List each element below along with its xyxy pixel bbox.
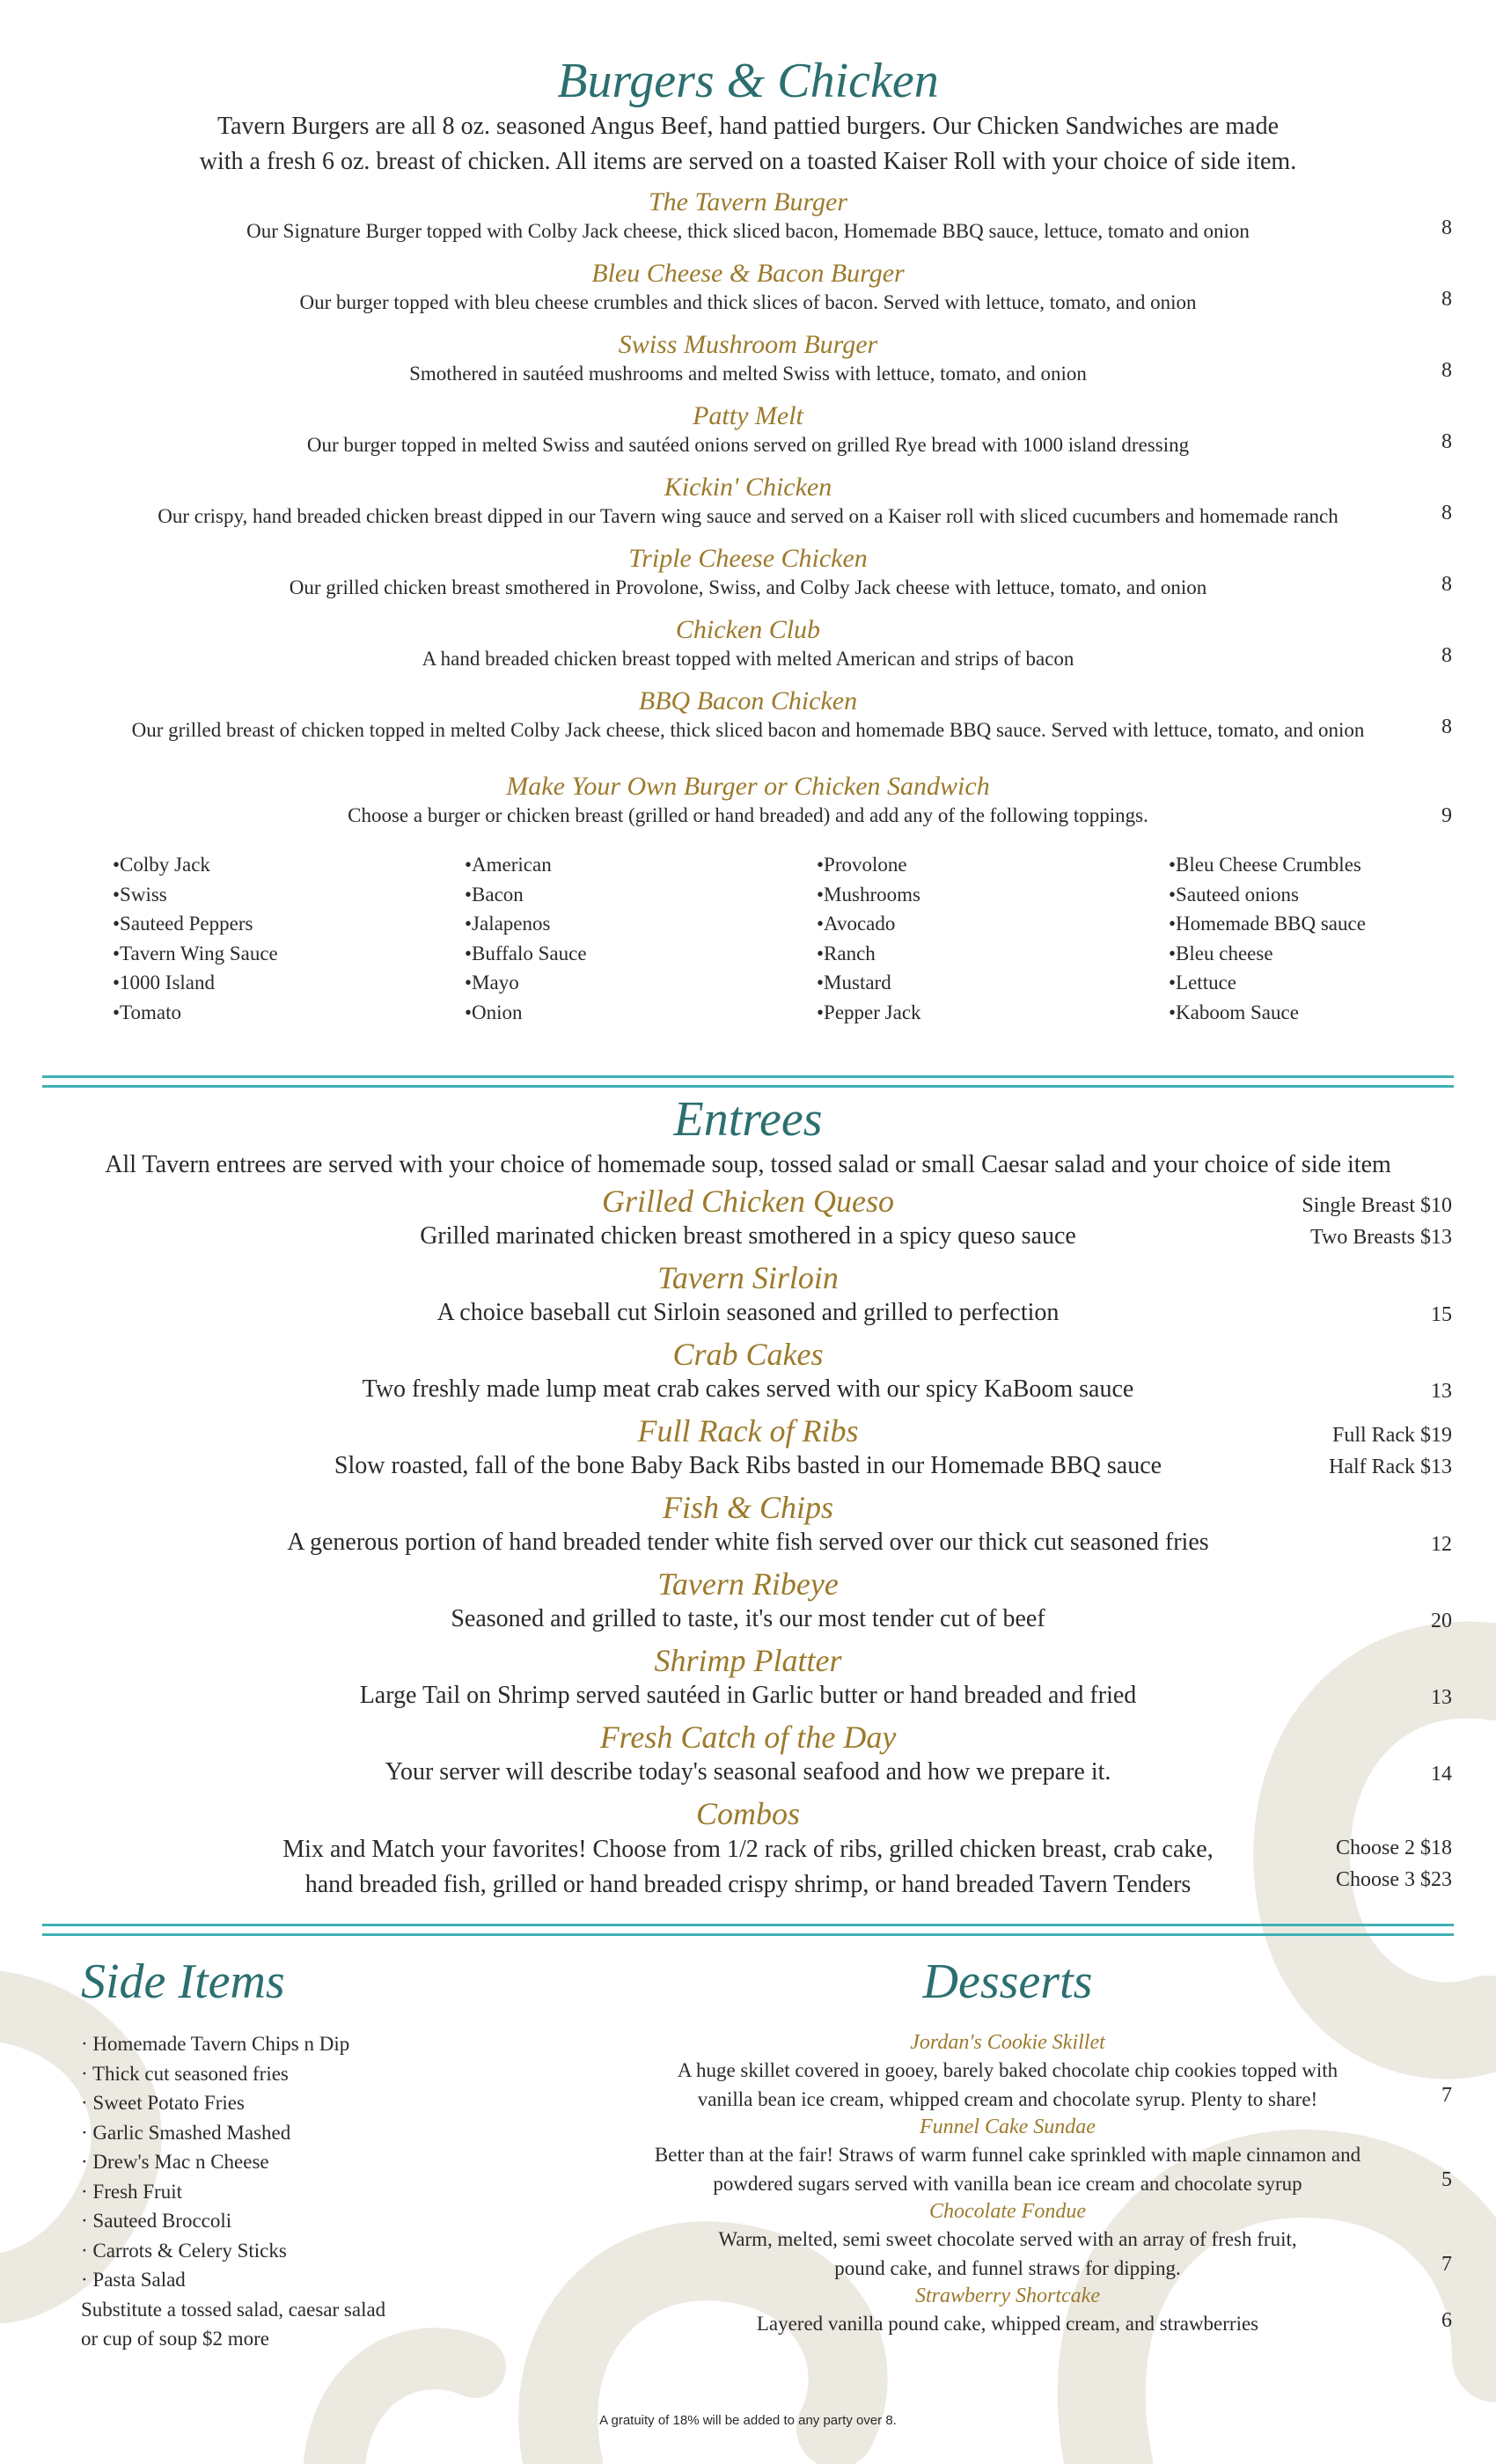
entrees-section (0, 1091, 1496, 1898)
topping-item: •Homemade BBQ sauce (1169, 913, 1366, 935)
item-name: Kickin' Chicken (664, 473, 832, 502)
item-description: Our grilled breast of chicken topped in melted Colby Jack cheese, thick sliced bacon and homemade BBQ sauce. Served with lettuce, tomato, and onion (131, 719, 1365, 741)
item-description: Our crispy, hand breaded chicken breast dipped in our Tavern wing sauce and served on a Kaiser roll with sliced cucumbers and homemade ranch (158, 505, 1338, 527)
price-option: Full Rack $19 (1332, 1424, 1452, 1447)
description-line: powdered sugars served with vanilla bean ice cream and chocolate syrup (713, 2173, 1302, 2195)
topping-item: •Mayo (465, 972, 519, 994)
side-item: · Homemade Tavern Chips n Dip (81, 2033, 350, 2055)
topping-item: •Bacon (465, 883, 524, 906)
item-name: Tavern Ribeye (657, 1566, 839, 1602)
substitute-note (81, 2295, 574, 2354)
toppings-column (113, 850, 465, 1027)
item-description: Your server will describe today's seasonal seafood and how we prepare it. (385, 1758, 1111, 1786)
menu-item (0, 1719, 1496, 1795)
burgers-intro-line: with a fresh 6 oz. breast of chicken. All items are served on a toasted Kaiser Roll with your choice of side item. (199, 148, 1297, 175)
item-price (1302, 1190, 1452, 1253)
section-divider (42, 1924, 1454, 1936)
item-name: BBQ Bacon Chicken (638, 686, 858, 715)
substitute-line: Substitute a tossed salad, caesar salad (81, 2298, 386, 2321)
desserts-title: Desserts (922, 1954, 1093, 2009)
topping-item: •Jalapenos (465, 913, 551, 935)
item-name: Grilled Chicken Queso (602, 1184, 894, 1219)
menu-item (0, 543, 1496, 614)
price-option: Single Breast $10 (1302, 1194, 1452, 1217)
description-line: Warm, melted, semi sweet chocolate served with an array of fresh fruit, (718, 2228, 1297, 2250)
item-description: Smothered in sautéed mushrooms and melted Swiss with lettuce, tomato, and onion (409, 363, 1087, 385)
side-items-list (81, 2029, 574, 2295)
side-item: · Fresh Fruit (81, 2180, 182, 2203)
item-name: Chicken Club (675, 615, 821, 644)
item-description: Our Signature Burger topped with Colby Jack cheese, thick sliced bacon, Homemade BBQ sauce, lettuce, tomato and onion (246, 220, 1250, 242)
item-description: Large Tail on Shrimp served sautéed in Garlic butter or hand breaded and fried (359, 1682, 1137, 1709)
substitute-line: or cup of soup $2 more (81, 2328, 269, 2350)
item-price: 8 (1441, 216, 1452, 239)
topping-item: •Ranch (817, 942, 876, 964)
item-name: Make Your Own Burger or Chicken Sandwich (506, 772, 990, 801)
item-price: 13 (1431, 1686, 1452, 1709)
side-item: · Garlic Smashed Mashed (81, 2121, 291, 2144)
price-option: Half Rack $13 (1329, 1456, 1452, 1478)
item-price (1336, 1832, 1452, 1896)
dessert-item (616, 2198, 1452, 2283)
side-item: · Carrots & Celery Sticks (81, 2239, 287, 2262)
dessert-item (616, 2114, 1452, 2198)
topping-item: •Swiss (113, 883, 167, 906)
item-description: Layered vanilla pound cake, whipped cream, and strawberries (756, 2313, 1259, 2335)
item-description: Two freshly made lump meat crab cakes served with our spicy KaBoom sauce (362, 1375, 1134, 1403)
item-price: 20 (1431, 1610, 1452, 1632)
menu-item (0, 1795, 1496, 1898)
topping-item: •Mushrooms (817, 883, 920, 906)
dessert-item (616, 2029, 1452, 2114)
item-description: A hand breaded chicken breast topped with melted American and strips of bacon (422, 648, 1074, 670)
item-name: Triple Cheese Chicken (628, 544, 868, 573)
side-items-title: Side Items (81, 1954, 285, 2009)
topping-item: •Provolone (817, 854, 907, 876)
menu-item (0, 329, 1496, 400)
menu-item (0, 1489, 1496, 1566)
item-description: Our grilled chicken breast smothered in Provolone, Swiss, and Colby Jack cheese with lettuce, tomato, and onion (289, 576, 1207, 598)
topping-item: •Avocado (817, 913, 896, 935)
item-name: Patty Melt (693, 401, 803, 430)
item-name: Full Rack of Ribs (637, 1413, 859, 1448)
menu-item (0, 187, 1496, 258)
item-description: A choice baseball cut Sirloin seasoned and grilled to perfection (436, 1299, 1060, 1326)
item-price: 7 (1441, 2084, 1452, 2107)
topping-item: •Buffalo Sauce (465, 942, 587, 964)
toppings-column (465, 850, 817, 1027)
item-name: Shrimp Platter (654, 1643, 842, 1678)
menu-item (0, 1412, 1496, 1489)
description-line: hand breaded fish, grilled or hand breaded crispy shrimp, or hand breaded Tavern Tenders (304, 1871, 1192, 1898)
topping-item: •Kaboom Sauce (1169, 1001, 1299, 1023)
item-price (1329, 1419, 1452, 1483)
topping-item: •Tavern Wing Sauce (113, 942, 278, 964)
side-items-section (81, 1954, 574, 2354)
dessert-item (616, 2283, 1452, 2338)
toppings-column (1169, 850, 1496, 1027)
menu-item (0, 1566, 1496, 1642)
item-name: Fish & Chips (662, 1490, 834, 1525)
side-item: · Drew's Mac n Cheese (81, 2151, 269, 2173)
item-description (211, 1832, 1285, 1903)
item-name: Chocolate Fondue (929, 2200, 1086, 2223)
item-description: Grilled marinated chicken breast smothered in a spicy queso sauce (420, 1222, 1076, 1250)
topping-item: •Pepper Jack (817, 1001, 921, 1023)
item-price: 8 (1441, 359, 1452, 382)
menu-item (0, 1183, 1496, 1259)
item-price: 14 (1431, 1763, 1452, 1786)
item-name: Jordan's Cookie Skillet (910, 2031, 1105, 2054)
burgers-section-title: Burgers & Chicken (557, 54, 939, 108)
price-option: Choose 2 $18 (1336, 1837, 1452, 1859)
item-name: Fresh Catch of the Day (599, 1720, 897, 1755)
burgers-intro (158, 109, 1338, 180)
menu-item (0, 686, 1496, 757)
menu-item (0, 258, 1496, 329)
toppings-list (113, 850, 1496, 1027)
item-price: 15 (1431, 1303, 1452, 1326)
topping-item: •Colby Jack (113, 854, 210, 876)
item-description: Slow roasted, fall of the bone Baby Back Ribs basted in our Homemade BBQ sauce (334, 1452, 1162, 1479)
price-option: Choose 3 $23 (1336, 1868, 1452, 1891)
item-price: 13 (1431, 1380, 1452, 1403)
item-name: Combos (695, 1796, 801, 1831)
item-price: 9 (1441, 804, 1452, 827)
entrees-intro: All Tavern entrees are served with your choice of homemade soup, tossed salad or small Caesar salad and your choice of side item (105, 1151, 1391, 1178)
menu-item (0, 1259, 1496, 1336)
burgers-intro-line: Tavern Burgers are all 8 oz. seasoned Angus Beef, hand pattied burgers. Our Chicken Sandwiches are made (216, 113, 1280, 140)
item-description: Our burger topped in melted Swiss and sautéed onions served on grilled Rye bread with 1000 island dressing (306, 434, 1190, 456)
section-divider (42, 1075, 1454, 1088)
menu-item (0, 614, 1496, 686)
make-your-own-item (0, 771, 1496, 829)
item-description: Seasoned and grilled to taste, it's our most tender cut of beef (451, 1605, 1045, 1632)
side-item: · Thick cut seasoned fries (81, 2062, 289, 2085)
topping-item: •Onion (465, 1001, 523, 1023)
gratuity-note: A gratuity of 18% will be added to any party over 8. (599, 2413, 897, 2428)
item-name: Strawberry Shortcake (915, 2284, 1100, 2307)
topping-item: •Bleu Cheese Crumbles (1169, 854, 1361, 876)
burgers-chicken-section (0, 53, 1496, 1027)
item-price: 8 (1441, 430, 1452, 453)
desserts-section (616, 1954, 1452, 2338)
menu-item (0, 472, 1496, 543)
toppings-column (817, 850, 1169, 1027)
menu-item (0, 400, 1496, 472)
menu-item (0, 1642, 1496, 1719)
price-option: Two Breasts $13 (1310, 1226, 1452, 1249)
item-name: Bleu Cheese & Bacon Burger (591, 259, 905, 288)
description-line: pound cake, and funnel straws for dipping. (834, 2257, 1181, 2279)
item-price: 8 (1441, 715, 1452, 738)
side-item: · Pasta Salad (81, 2269, 186, 2291)
topping-item: •Mustard (817, 972, 891, 994)
item-name: Crab Cakes (672, 1337, 824, 1372)
description-line: vanilla bean ice cream, whipped cream and chocolate syrup. Plenty to share! (697, 2088, 1318, 2110)
item-name: The Tavern Burger (648, 187, 848, 216)
item-price: 8 (1441, 502, 1452, 524)
topping-item: •Tomato (113, 1001, 181, 1023)
item-name: Tavern Sirloin (657, 1260, 839, 1295)
item-price: 5 (1441, 2168, 1452, 2191)
item-description (616, 2140, 1399, 2198)
description-line: A huge skillet covered in gooey, barely baked chocolate chip cookies topped with (677, 2059, 1338, 2081)
item-description: Our burger topped with bleu cheese crumbles and thick slices of bacon. Served with lettuce, tomato, and onion (299, 291, 1197, 313)
item-price: 6 (1441, 2309, 1452, 2332)
item-price: 7 (1441, 2253, 1452, 2276)
item-price: 12 (1431, 1533, 1452, 1556)
description-line: Better than at the fair! Straws of warm funnel cake sprinkled with maple cinnamon and (654, 2144, 1361, 2166)
item-description: Choose a burger or chicken breast (grilled or hand breaded) and add any of the following toppings. (348, 804, 1148, 826)
description-line: Mix and Match your favorites! Choose from 1/2 rack of ribs, grilled chicken breast, crab cake, (282, 1836, 1214, 1863)
topping-item: •Bleu cheese (1169, 942, 1273, 964)
topping-item: •Sauteed onions (1169, 883, 1299, 906)
item-description (616, 2056, 1399, 2114)
topping-item: •1000 Island (113, 972, 216, 994)
item-price: 8 (1441, 573, 1452, 596)
item-name: Funnel Cake Sundae (920, 2116, 1096, 2138)
entrees-section-title: Entrees (673, 1092, 823, 1147)
menu-item (0, 1336, 1496, 1412)
item-price: 8 (1441, 288, 1452, 311)
topping-item: •American (465, 854, 552, 876)
item-description (616, 2225, 1399, 2283)
topping-item: •Sauteed Peppers (113, 913, 253, 935)
item-price: 8 (1441, 644, 1452, 667)
side-item: · Sweet Potato Fries (81, 2092, 245, 2114)
item-description: A generous portion of hand breaded tender white fish served over our thick cut seasoned fries (287, 1529, 1209, 1556)
topping-item: •Lettuce (1169, 972, 1237, 994)
side-item: · Sauteed Broccoli (81, 2210, 232, 2232)
item-name: Swiss Mushroom Burger (618, 330, 878, 359)
